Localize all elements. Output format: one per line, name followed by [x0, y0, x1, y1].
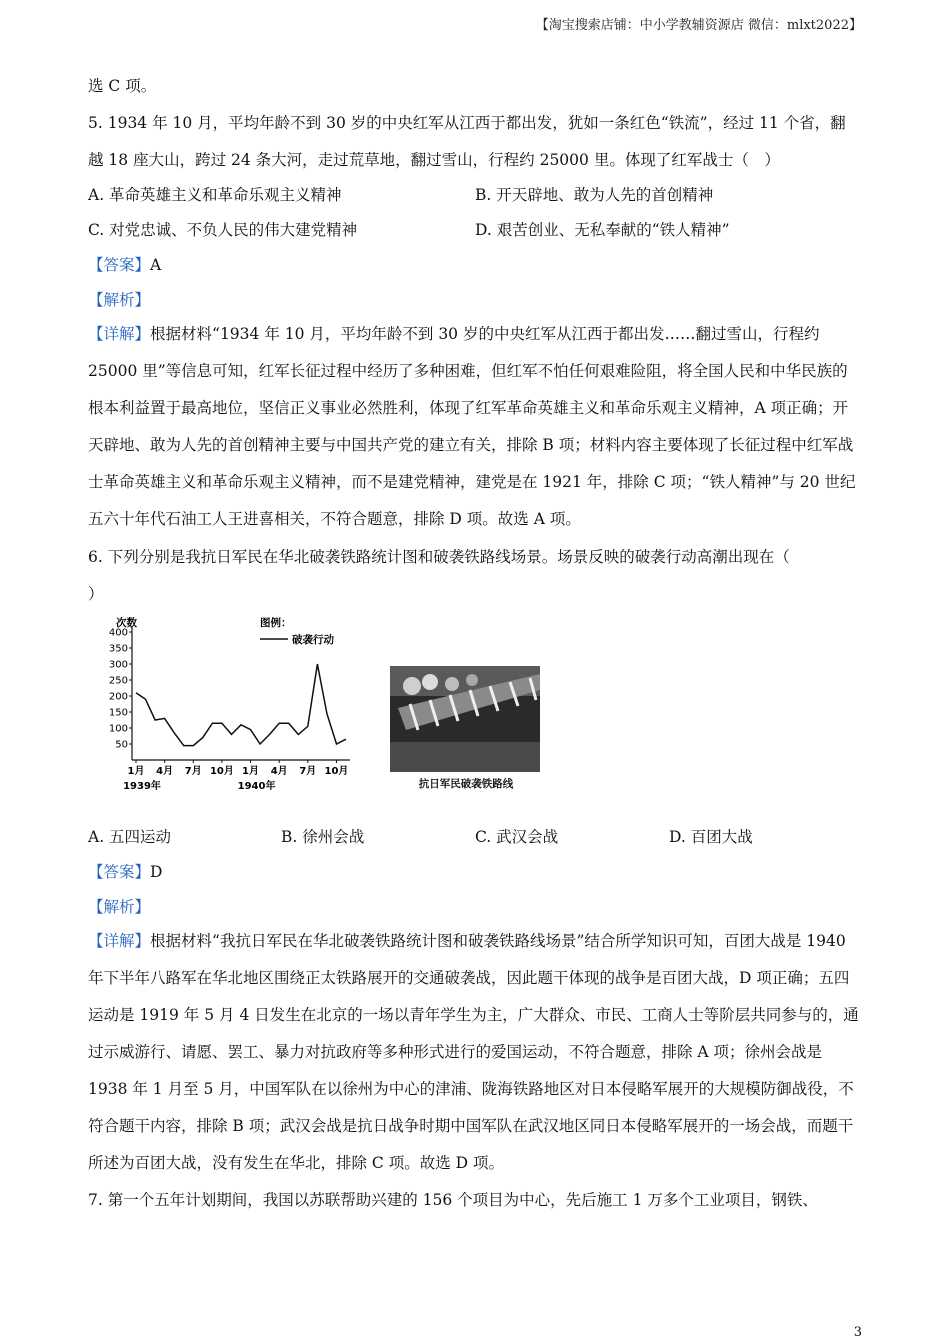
- x-tick-label-6: 7月: [299, 766, 317, 777]
- q5-detail-text: 根据材料“1934 年 10 月，平均年龄不到 30 岁的中央红军从江西于都出发……翻过雪山，行程约 25000 里”等信息可知，红军长征过程中经历了多种困难，但红军不怕任何艰难险阻，将全国人民和中华民族的根本利益置于最高地位，坚信正义事业必然胜利，体现了红军革命英雄主义和革命乐观主义精神，A 项正确；开天辟地、敢为人先的首创精神主要与中国共产党的建立有关，排除 B 项；材料内容主要体现了长征过程中红军战士革命英雄主义和革命乐观主义精神，而不是建党精神，建党是在 1921 年，排除 C 项；“铁人精神”与 20 世纪五六十年代石油工人王进喜相关，不符合题意，排除 D 项。故选 A 项。: [88, 325, 856, 528]
- x-tick-label-0: 1月: [127, 766, 145, 777]
- x-tick-label-7: 10月: [324, 766, 349, 777]
- railway-raid-photo: [390, 666, 540, 772]
- page-number: 3: [853, 1325, 862, 1340]
- legend-title: 图例：: [260, 617, 292, 629]
- x-tick-label-3: 10月: [209, 766, 234, 777]
- q5-detail-tag: 【详解】: [88, 325, 151, 343]
- q5-answer-tag: 【答案】: [88, 256, 151, 274]
- y-tick-label-300: 300: [108, 659, 128, 671]
- q6-answer-tag: 【答案】: [88, 863, 151, 881]
- q5-answer-value: A: [150, 256, 162, 274]
- q6-stem-line2: ）: [88, 585, 104, 603]
- series-line-raids: [136, 664, 346, 746]
- photo-caption: 抗日军民破袭铁路线: [418, 778, 514, 790]
- q5-option-d: D. 艰苦创业、无私奉献的“铁人精神”: [475, 221, 730, 239]
- q5-option-b: B. 开天辟地、敢为人先的首创精神: [475, 186, 714, 204]
- y-tick-label-350: 350: [108, 643, 128, 655]
- q7-stem-line1: 7. 第一个五年计划期间，我国以苏联帮助兴建的 156 个项目为中心，先后施工 1 万多个工业项目，钢铁、: [88, 1191, 818, 1209]
- q6-answer: [88, 860, 162, 882]
- year-label-0: 1939年: [123, 781, 161, 792]
- q6-answer-value: D: [150, 863, 163, 881]
- q5-detail: [88, 316, 862, 538]
- q5-stem-line2: 越 18 座大山，跨过 24 条大河，走过荒草地，翻过雪山，行程约 25000 里。体现了红军战士（ ）: [88, 151, 780, 169]
- q6-detail: [88, 923, 862, 1182]
- year-label-1: 1940年: [237, 781, 276, 792]
- x-tick-label-4: 1月: [242, 766, 260, 777]
- y-tick-label-200: 200: [108, 691, 128, 703]
- q5-answer: [88, 253, 161, 275]
- y-tick-label-250: 250: [108, 675, 128, 687]
- raid-statistics-chart: [100, 612, 560, 802]
- page-header: 【淘宝搜索店铺：中小学教辅资源店 微信：mlxt2022】: [535, 18, 862, 33]
- x-tick-label-2: 7月: [184, 766, 202, 777]
- q6-stem-line1: 6. 下列分别是我抗日军民在华北破袭铁路统计图和破袭铁路线场景。场景反映的破袭行动高潮出现在（: [88, 548, 790, 566]
- q6-analysis-tag: 【解析】: [88, 898, 151, 916]
- q5-option-a: A. 革命英雄主义和革命乐观主义精神: [88, 186, 342, 204]
- q5-stem-line1: 5. 1934 年 10 月，平均年龄不到 30 岁的中央红军从江西于都出发，犹如一条红色“铁流”，经过 11 个省，翻: [88, 114, 846, 132]
- q5-analysis-tag: 【解析】: [88, 291, 151, 309]
- q6-option-c: C. 武汉会战: [475, 828, 559, 846]
- y-axis-label: 次数: [116, 617, 137, 629]
- y-tick-label-50: 50: [115, 739, 128, 751]
- q6-detail-tag: 【详解】: [88, 932, 151, 950]
- y-tick-label-100: 100: [108, 723, 128, 735]
- q6-option-a: A. 五四运动: [88, 828, 172, 846]
- y-tick-label-150: 150: [108, 707, 128, 719]
- x-tick-label-5: 4月: [270, 766, 288, 777]
- q6-option-b: B. 徐州会战: [281, 828, 365, 846]
- y-tick-label-400: 400: [108, 627, 128, 639]
- previous-answer-tail: 选 C 项。: [88, 77, 157, 95]
- legend-entry-raids: 破袭行动: [292, 634, 334, 646]
- q6-detail-text: 根据材料“我抗日军民在华北破袭铁路统计图和破袭铁路线场景”结合所学知识可知，百团大战是 1940 年下半年八路军在华北地区围绕正太铁路展开的交通破袭战，因此题干体现的战争是百团大战，D 项正确；五四运动是 1919 年 5 月 4 日发生在北京的一场以青年学生为主，广大群众、市民、工商人士等阶层共同参与的，通过示威游行、请愿、罢工、暴力对抗政府等多种形式进行的爱国运动，不符合题意，排除 A 项；徐州会战是 1938 年 1 月至 5 月，中国军队在以徐州为中心的津浦、陇海铁路地区对日本侵略军展开的大规模防御战役，不符合题干内容，排除 B 项；武汉会战是抗日战争时期中国军队在武汉地区同日本侵略军展开的一场会战，而题干所述为百团大战，没有发生在华北，排除 C 项。故选 D 项。: [88, 932, 859, 1172]
- q6-option-d: D. 百团大战: [669, 828, 753, 846]
- x-tick-label-1: 4月: [156, 766, 174, 777]
- q5-option-c: C. 对党忠诚、不负人民的伟大建党精神: [88, 221, 358, 239]
